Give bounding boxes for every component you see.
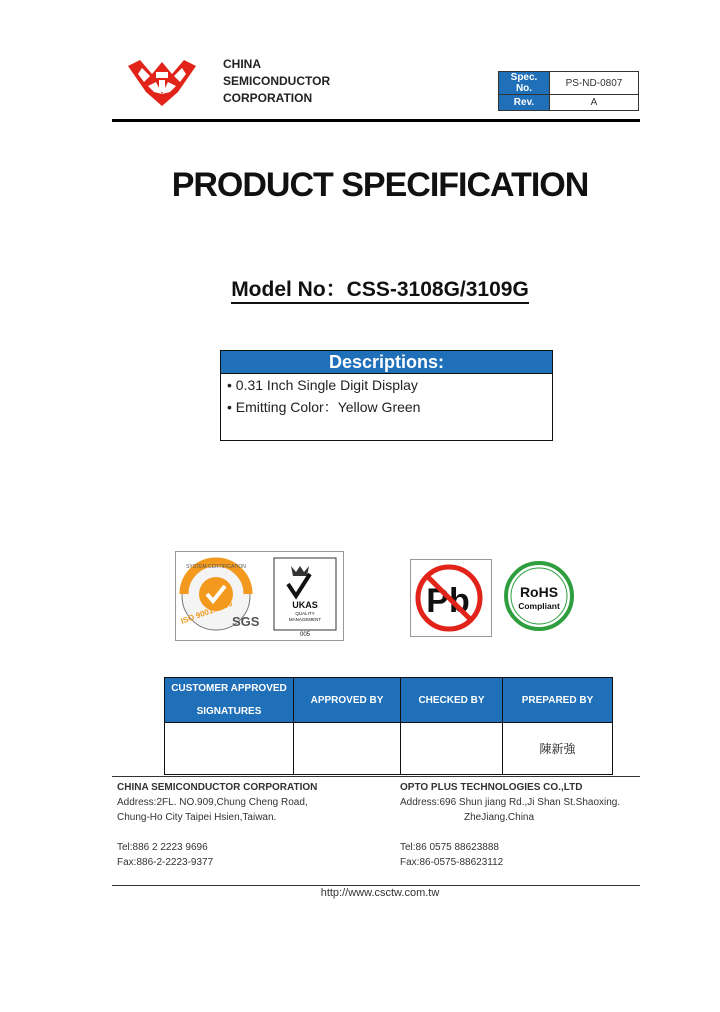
ukas-number: 005 bbox=[299, 632, 311, 638]
compliant-text: Compliant bbox=[518, 601, 560, 611]
document-title: PRODUCT SPECIFICATION bbox=[171, 166, 589, 204]
rev-label: Rev. bbox=[499, 95, 550, 111]
company-line-1: CHINA bbox=[223, 57, 261, 71]
approval-table bbox=[164, 677, 613, 775]
customer-approved-line-2: SIGNATURES bbox=[196, 706, 262, 717]
company-logo bbox=[128, 52, 196, 106]
quality-text: QUALITY bbox=[295, 611, 315, 616]
footer-left-contact bbox=[117, 780, 317, 870]
spec-no-label: Spec. No. bbox=[499, 72, 550, 95]
pb-text: Pb bbox=[426, 582, 470, 620]
footer-left-address-1: Address:2FL. NO.909,Chung Cheng Road, bbox=[117, 797, 308, 808]
website-url[interactable]: http://www.csctw.com.tw bbox=[320, 887, 440, 899]
rohs-compliant-logo bbox=[503, 557, 575, 635]
description-item-2: • Emitting Color：Yellow Green bbox=[227, 399, 421, 415]
footer-divider-bottom bbox=[112, 885, 640, 886]
pb-free-logo bbox=[410, 559, 492, 637]
footer-left-company: CHINA SEMICONDUCTOR CORPORATION bbox=[117, 782, 318, 793]
company-name bbox=[223, 56, 330, 107]
iso-ukas-certification-logo bbox=[175, 551, 344, 641]
iso-text: ISO 9001:2000 bbox=[179, 598, 234, 626]
spec-no-value: PS-ND-0807 bbox=[550, 72, 639, 95]
prepared-by-signature: 陳新強 bbox=[503, 723, 613, 775]
footer-left-tel: Tel:886 2 2223 9696 bbox=[117, 842, 208, 853]
checked-by-header: CHECKED BY bbox=[401, 678, 503, 723]
customer-signature-cell bbox=[165, 723, 294, 775]
company-line-2: SEMICONDUCTOR bbox=[223, 74, 331, 88]
customer-approved-header bbox=[165, 678, 294, 723]
management-text: MANAGEMENT bbox=[288, 617, 322, 622]
spec-info-table bbox=[498, 71, 639, 111]
company-line-3: CORPORATION bbox=[223, 91, 313, 105]
header-divider bbox=[112, 119, 640, 122]
footer-right-tel: Tel:86 0575 88623888 bbox=[400, 842, 499, 853]
footer-right-address-1: Address:696 Shun jiang Rd.,Ji Shan St.Shaoxing. bbox=[400, 797, 621, 808]
footer-left-fax: Fax:886-2-2223-9377 bbox=[117, 857, 214, 868]
footer-right-address-2: ZheJiang.China bbox=[464, 812, 535, 823]
model-number bbox=[0, 273, 720, 303]
system-cert-text: SYSTEM CERTIFICATION bbox=[186, 564, 246, 570]
model-number-text: Model No：CSS-3108G/3109G bbox=[231, 278, 529, 304]
approved-by-cell bbox=[294, 723, 401, 775]
footer-right-contact bbox=[400, 780, 620, 870]
footer-left-address-2: Chung-Ho City Taipei Hsien,Taiwan. bbox=[117, 812, 277, 823]
rev-value: A bbox=[550, 95, 639, 111]
customer-approved-line-1: CUSTOMER APPROVED bbox=[171, 683, 287, 694]
approved-by-header: APPROVED BY bbox=[294, 678, 401, 723]
sgs-text: SGS bbox=[232, 614, 260, 629]
descriptions-heading: Descriptions: bbox=[221, 351, 552, 374]
footer-divider-top bbox=[112, 776, 640, 777]
prepared-by-header: PREPARED BY bbox=[503, 678, 613, 723]
checked-by-cell bbox=[401, 723, 503, 775]
footer-right-company: OPTO PLUS TECHNOLOGIES CO.,LTD bbox=[400, 782, 583, 793]
descriptions-box bbox=[220, 350, 553, 441]
rohs-text: RoHS bbox=[519, 584, 559, 600]
ukas-text: UKAS bbox=[292, 600, 318, 610]
description-item-1: • 0.31 Inch Single Digit Display bbox=[227, 377, 418, 393]
footer-right-fax: Fax:86-0575-88623112 bbox=[400, 857, 504, 868]
